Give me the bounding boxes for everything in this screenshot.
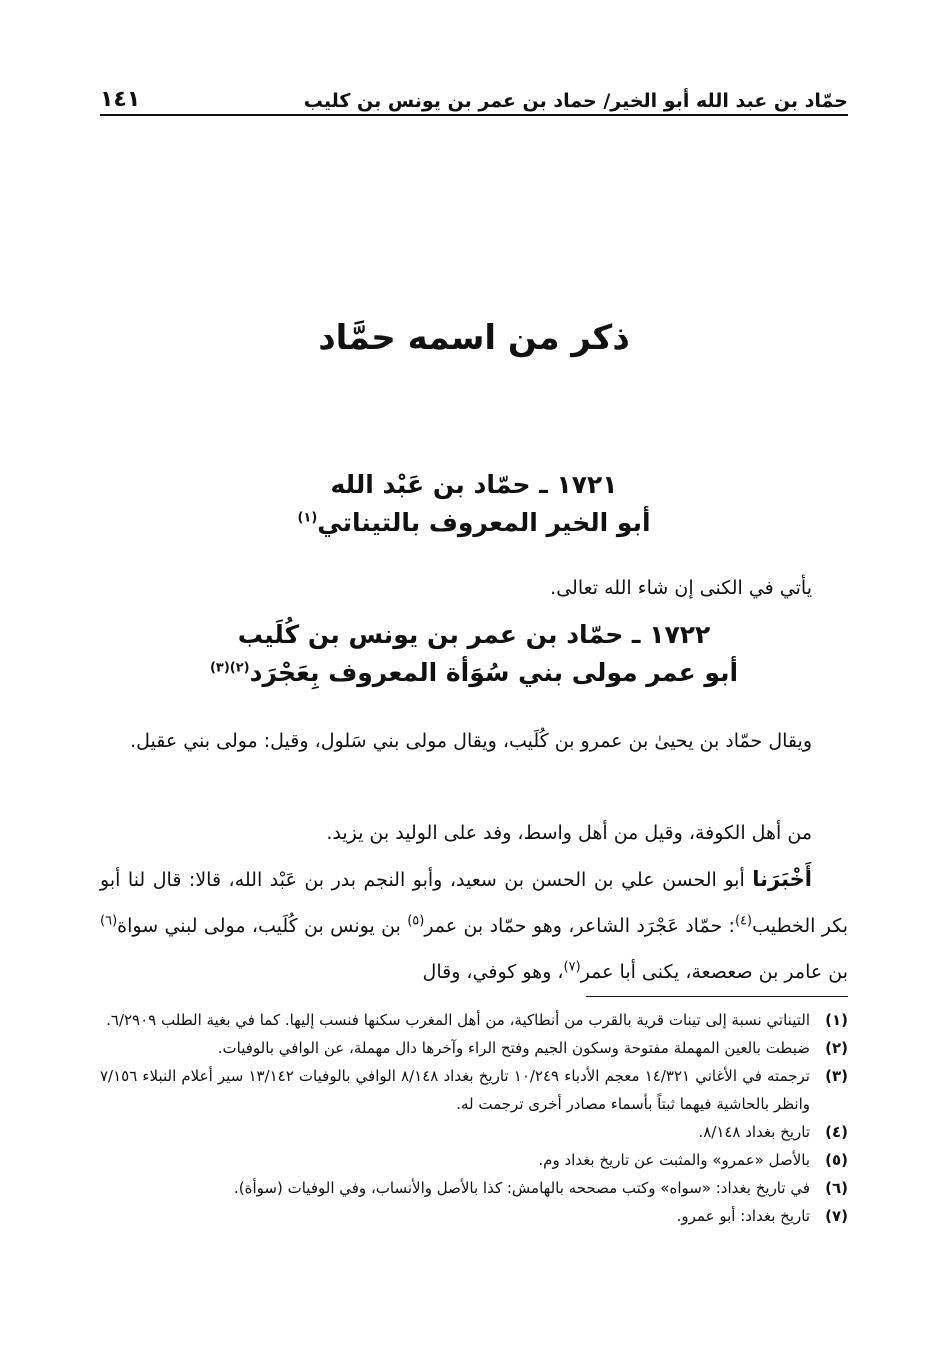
footnote-item (100, 1034, 848, 1062)
footnote-ref: (٥) (407, 913, 425, 929)
footnote-item (100, 1118, 848, 1146)
footnote-number: (٧) (825, 1207, 848, 1225)
entry-1722-subheading (100, 658, 848, 688)
paragraph-2: من أهل الكوفة، وقيل من أهل واسط، وفد على الوليد بن يزيد. (326, 822, 812, 844)
footnote-text: في تاريخ بغداد: «سواه» وكتب مصححه بالهامش: كذا بالأصل والأنساب، وفي الوفيات (سوأة). (234, 1179, 810, 1197)
footnote-ref: (٢)(٣) (209, 660, 250, 676)
footnote-item (100, 1146, 848, 1174)
paragraph-3-part-e: ، وهو كوفي، وقال (422, 961, 564, 983)
footnote-text: تاريخ بغداد ٨/١٤٨. (698, 1123, 810, 1141)
footnote-item (100, 1062, 848, 1118)
footnote-item (100, 1006, 848, 1034)
entry-1721-heading: ١٧٢١ ـ حمّاد بن عَبْد الله (330, 470, 618, 499)
footnote-number: (٥) (825, 1151, 848, 1169)
paragraph-3-part-a: أبو الحسن علي بن الحسن بن سعيد، وأبو النجم بدر بن عَبْد الله، قالا: قال لنا أبو بكر الخطيب (100, 869, 848, 937)
footnote-text: بالأصل «عمرو» والمثبت عن تاريخ بغداد وم. (538, 1151, 810, 1169)
footnote-number: (١) (825, 1011, 848, 1029)
running-title: حمّاد بن عبد الله أبو الخير/ حماد بن عمر بن يونس بن كليب (303, 90, 848, 112)
entry-1721-subheading (100, 508, 848, 538)
footnote-text: ضبطت بالعين المهملة مفتوحة وسكون الجيم وفتح الراء وآخرها دال مهملة، عن الوافي بالوفيات. (217, 1039, 810, 1057)
footnote-rule (586, 996, 848, 997)
entry-1721-subheading-text: أبو الخير المعروف بالتيناتي (317, 508, 651, 537)
chapter-title: ذكر من اسمه حمَّاد (318, 318, 630, 358)
footnotes (100, 1006, 848, 1230)
footnote-number: (٢) (825, 1039, 848, 1057)
paragraph-1: ويقال حمّاد بن يحيىٰ بن عمرو بن كُلَيب، ويقال مولى بني سَلول، وقيل: مولى بني عقيل. (130, 730, 812, 752)
footnote-ref: (٧) (563, 959, 581, 975)
footnote-ref: (٦) (100, 913, 118, 929)
footnote-text: ترجمته في الأغاني ١٤/٣٢١ معجم الأدباء ١٠/٢٤٩ تاريخ بغداد ٨/١٤٨ الوافي بالوفيات ١٣/١٤٢ سير أعلام النبلاء ٧/١٥٦ وانظر بالحاشية فيهما ثبتاً بأسماء مصادر أخرى ترجمت له. (100, 1067, 810, 1113)
footnote-number: (٤) (825, 1123, 848, 1141)
footnote-number: (٦) (825, 1179, 848, 1197)
footnote-text: تاريخ بغداد: أبو عمرو. (676, 1207, 810, 1225)
entry-1722-heading: ١٧٢٢ ـ حمّاد بن عمر بن يونس بن كُلَيب (237, 620, 711, 649)
footnote-item (100, 1202, 848, 1230)
footnote-ref: (٤) (734, 913, 753, 929)
running-header (100, 72, 848, 112)
paragraph-3 (100, 856, 848, 995)
footnote-number: (٣) (825, 1067, 848, 1085)
header-rule (100, 114, 848, 116)
footnote-text: التيناتي نسبة إلى تينات قرية بالقرب من أنطاكية، من أهل المغرب سكنها فنسب إليها. كما في بغية الطلب ٦/٢٩٠٩. (106, 1011, 810, 1029)
entry-1722-subheading-text: أبو عمر مولى بني سُوَأة المعروف بِعَجْرَد (249, 658, 739, 687)
footnote-item (100, 1174, 848, 1202)
footnote-ref: (١) (297, 510, 318, 526)
entry-1721-text: يأتي في الكنى إن شاء الله تعالى. (550, 577, 812, 599)
lead-word: أَخْبَرَنا (752, 867, 812, 891)
page-number: ١٤١ (100, 87, 141, 112)
paragraph-3-part-d: بن عامر بن صعصعة، يكنى أبا عمر (580, 961, 848, 983)
paragraph-3-part-c: بن يونس بن كُلَيب، مولى لبني سواة (117, 915, 408, 937)
paragraph-3-part-b: : حمّاد عَجْرَد الشاعر، وهو حمّاد بن عمر (424, 915, 735, 937)
